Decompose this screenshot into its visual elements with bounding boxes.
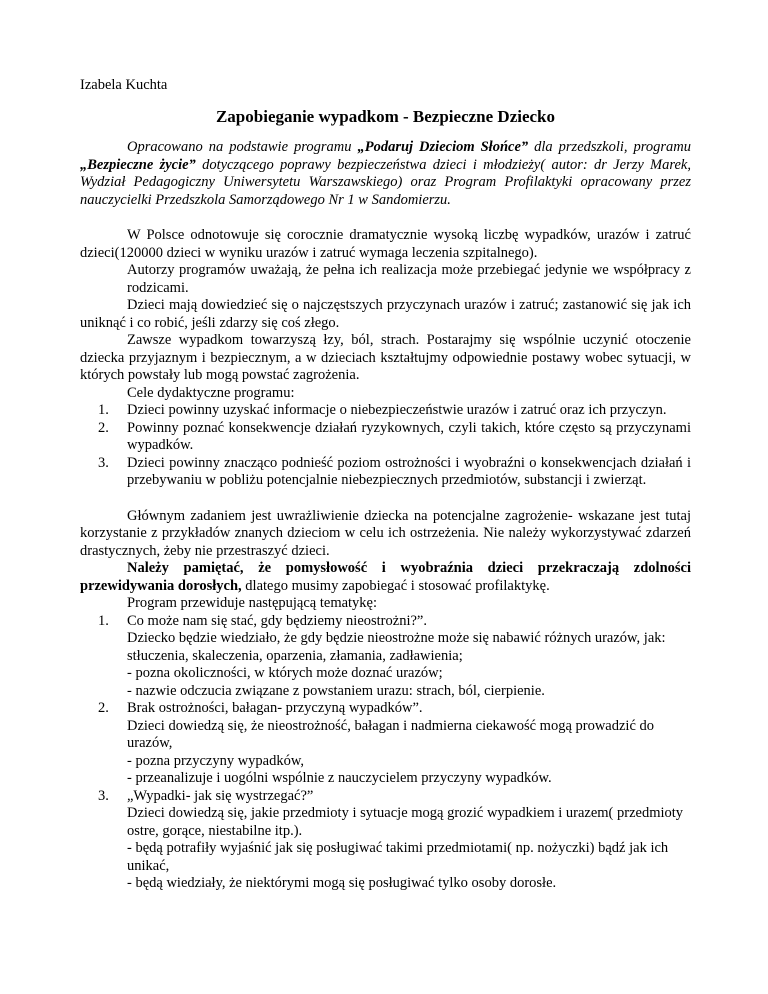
- paragraph-main-task: Głównym zadaniem jest uwrażliwienie dziecka na potencjalne zagrożenie- wskazane jest tutaj korzystanie z przykładów znanych dzieciom w celu ich ostrzeżenia. Nie należy wykorzystywać zdarzeń drastycznych, żeby nie przestraszyć dzieci.: [80, 507, 691, 559]
- document-title: Zapobieganie wypadkom - Bezpieczne Dziecko: [215, 106, 556, 126]
- topic-line: - przeanalizuje i uogólni wspólnie z nauczycielem przyczyny wypadków.: [127, 770, 552, 786]
- list-item: 3. Dzieci powinny znacząco podnieść poziom ostrożności i wyobraźni o konsekwencjach działań i przebywaniu w pobliżu potencjalnie niebezpiecznych przedmiotów, substancji i zwierząt.: [98, 454, 691, 488]
- list-item: 1. Dzieci powinny uzyskać informacje o niebezpieczeństwie urazów i zatruć oraz ich przyczyn.: [98, 402, 667, 418]
- topic-line: Dzieci dowiedzą się, jakie przedmioty i sytuacje mogą grozić wypadkiem i urazem( przedmioty ostre, gorące, niestabilne itp.).: [127, 805, 684, 839]
- intro-paragraph: Opracowano na podstawie programu „Podaruj Dzieciom Słońce” dla przedszkoli, programu „Bezpieczne życie” dotyczącego poprawy bezpieczeństwa dzieci i młodzieży( autor: dr Jerzy Marek, Wydział Pedagogiczny Uniwersytetu Warszawskiego) oraz Program Profilaktyki opracowany przez nauczycielki Przedszkola Samorządowego Nr 1 w Sandomierzu.: [80, 139, 692, 208]
- topic-line: - nazwie odczucia związane z powstaniem urazu: strach, ból, cierpienie.: [127, 682, 545, 699]
- topic-line: Dziecko będzie wiedziało, że gdy będzie nieostrożne może się nabawić różnych urazów, jak: stłuczenia, skaleczenia, oparzenia, złamania, zadławienia;: [127, 630, 666, 664]
- topics-heading: Program przewiduje następującą tematykę:: [127, 595, 378, 611]
- topic-line: - pozna przyczyny wypadków,: [127, 752, 305, 769]
- topic-line: - będą wiedziały, że niektórymi mogą się posługiwać tylko osoby dorosłe.: [127, 875, 557, 891]
- topic-line: - będą potrafiły wyjaśnić jak się posługiwać takimi przedmiotami( np. nożyczki) bądź jak ich unikać,: [127, 840, 669, 874]
- list-item: 2. Powinny poznać konsekwencje działań ryzykownych, czyli takich, które często są przyczynami wypadków.: [98, 419, 691, 453]
- paragraph-statistics: W Polsce odnotowuje się corocznie dramatycznie wysoką liczbę wypadków, urazów i zatruć dzieci(120000 dzieci w wyniku urazów i zatruć wymaga leczenia szpitalnego).: [80, 227, 691, 261]
- topics-list: [80, 613, 691, 631]
- paragraph-remember: Należy pamiętać, że pomysłowość i wyobraźnia dzieci przekraczają zdolności przewidywania dorosłych, dlatego musimy zapobiegać i stosować profilaktykę.: [80, 560, 691, 594]
- paragraph-accidents: Zawsze wypadkom towarzyszą łzy, ból, strach. Postarajmy się wspólnie uczynić otoczenie dziecka przyjaznym i bezpiecznym, a w dzieciach kształtujmy odpowiednie postawy wobec sytuacji, w których powstały lub mogą powstać zagrożenia.: [80, 332, 691, 383]
- paragraph-children-learn: Dzieci mają dowiedzieć się o najczęstszych przyczynach urazów i zatruć; zastanowić się jak ich uniknąć i co robić, jeśli zdarzy się coś złego.: [80, 297, 691, 331]
- document-page: [80, 77, 691, 893]
- topic-line: - pozna okoliczności, w których może doznać urazów;: [127, 665, 443, 681]
- author-name: Izabela Kuchta: [80, 77, 168, 93]
- topic-line: Dzieci dowiedzą się, że nieostrożność, bałagan i nadmierna ciekawość mogą prowadzić do urazów,: [127, 717, 655, 751]
- goals-list: [80, 402, 691, 490]
- paragraph-authors: Autorzy programów uważają, że pełna ich realizacja może przebiegać jedynie we współpracy z rodzicami.: [127, 262, 691, 296]
- list-item: 1. Co może nam się stać, gdy będziemy nieostrożni?”.: [98, 612, 427, 629]
- list-item: 2. Brak ostrożności, bałagan- przyczyną wypadków”.: [98, 700, 423, 716]
- goals-heading: Cele dydaktyczne programu:: [127, 384, 295, 401]
- list-item: 3. „Wypadki- jak się wystrzegać?”: [98, 787, 314, 804]
